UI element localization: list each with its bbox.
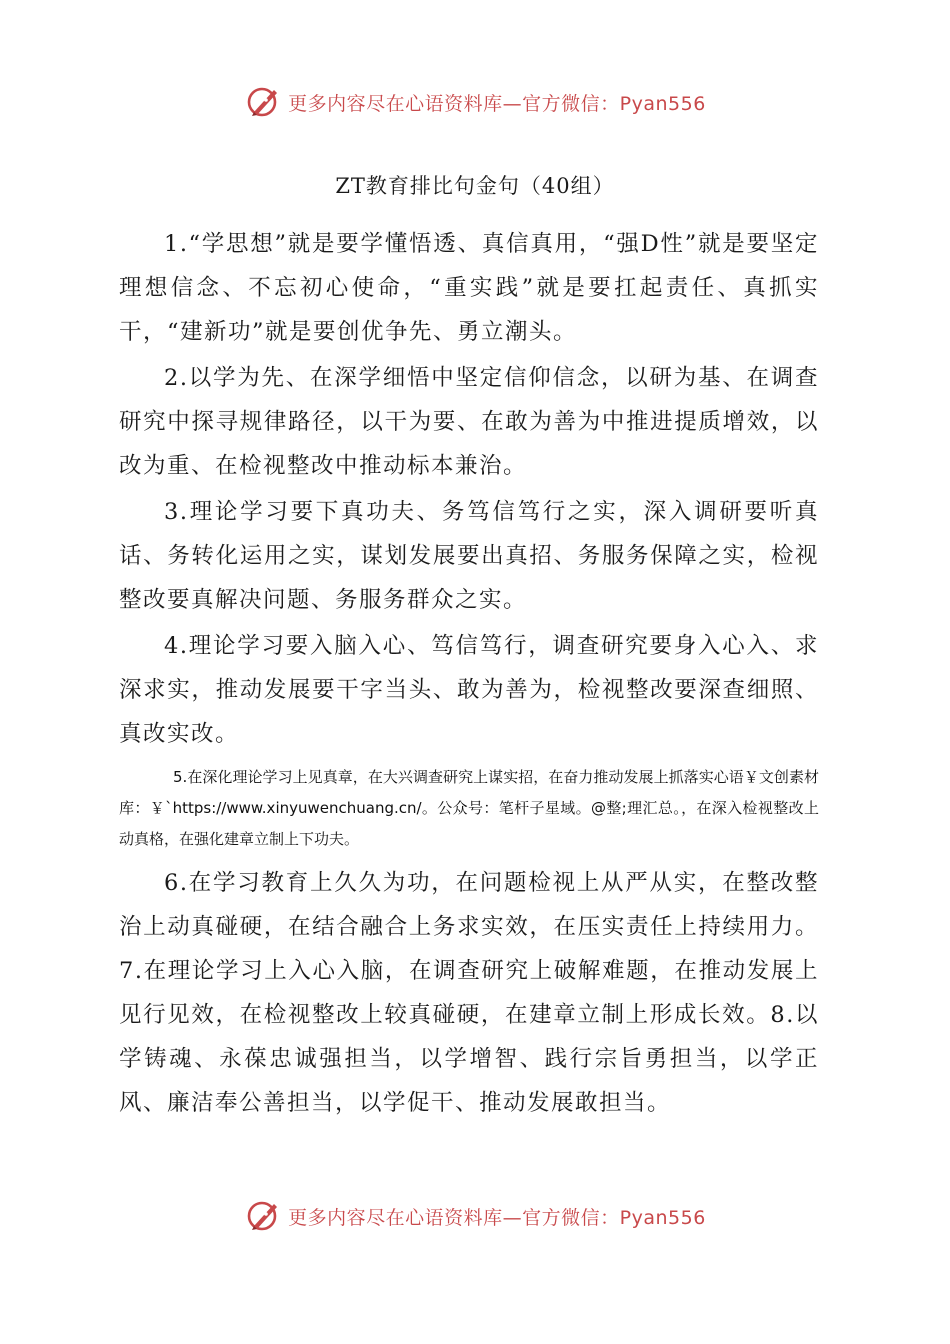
paragraph-5-with-source-note: 5.在深化理论学习上见真章，在大兴调查研究上谋实招，在奋力推动发展上抓落实心语￥文创素材库：￥`https://www.xinyuwenchuang.cn/。公众号：笔杆子星域。@整;理汇总。，在深入检视整改上动真格，在强化建章立制上下功夫。	[119, 768, 819, 848]
paragraph-3: 3.理论学习要下真功夫、务笃信笃行之实，深入调研要听真话、务转化运用之实，谋划发展要出真招、务服务保障之实，检视整改要真解决问题、务服务群众之实。	[119, 499, 819, 613]
document-title: ZT教育排比句金句（40组）	[335, 174, 615, 198]
banner-text: 更多内容尽在心语资料库—官方微信：Pyan556	[288, 1206, 706, 1229]
pen-nib-logo-icon	[244, 1196, 284, 1236]
banner-text: 更多内容尽在心语资料库—官方微信：Pyan556	[288, 92, 706, 115]
footer-banner	[0, 1194, 950, 1238]
paragraph-4: 4.理论学习要入脑入心、笃信笃行，调查研究要身入心入、求深求实，推动发展要干字当头、敢为善为，检视整改要深查细照、真改实改。	[119, 633, 819, 747]
paragraph-1: 1.“学思想”就是要学懂悟透、真信真用，“强D性”就是要坚定理想信念、不忘初心使命，“重实践”就是要扛起责任、真抓实干，“建新功”就是要创优争先、勇立潮头。	[119, 231, 819, 345]
paragraph-6-8: 6.在学习教育上久久为功，在问题检视上从严从实，在整改整治上动真碰硬，在结合融合上务求实效，在压实责任上持续用力。7.在理论学习上入心入脑，在调查研究上破解难题，在推动发展上见行见效，在检视整改上较真碰硬，在建章立制上形成长效。8.以学铸魂、永葆忠诚强担当，以学增智、践行宗旨勇担当，以学正风、廉洁奉公善担当，以学促干、推动发展敢担当。	[119, 870, 819, 1116]
header-banner	[0, 80, 950, 124]
paragraph-2: 2.以学为先、在深学细悟中坚定信仰信念，以研为基、在调查研究中探寻规律路径，以干为要、在敢为善为中推进提质增效，以改为重、在检视整改中推动标本兼治。	[119, 365, 819, 479]
pen-nib-logo-icon	[244, 82, 284, 122]
document-body	[119, 222, 819, 1127]
